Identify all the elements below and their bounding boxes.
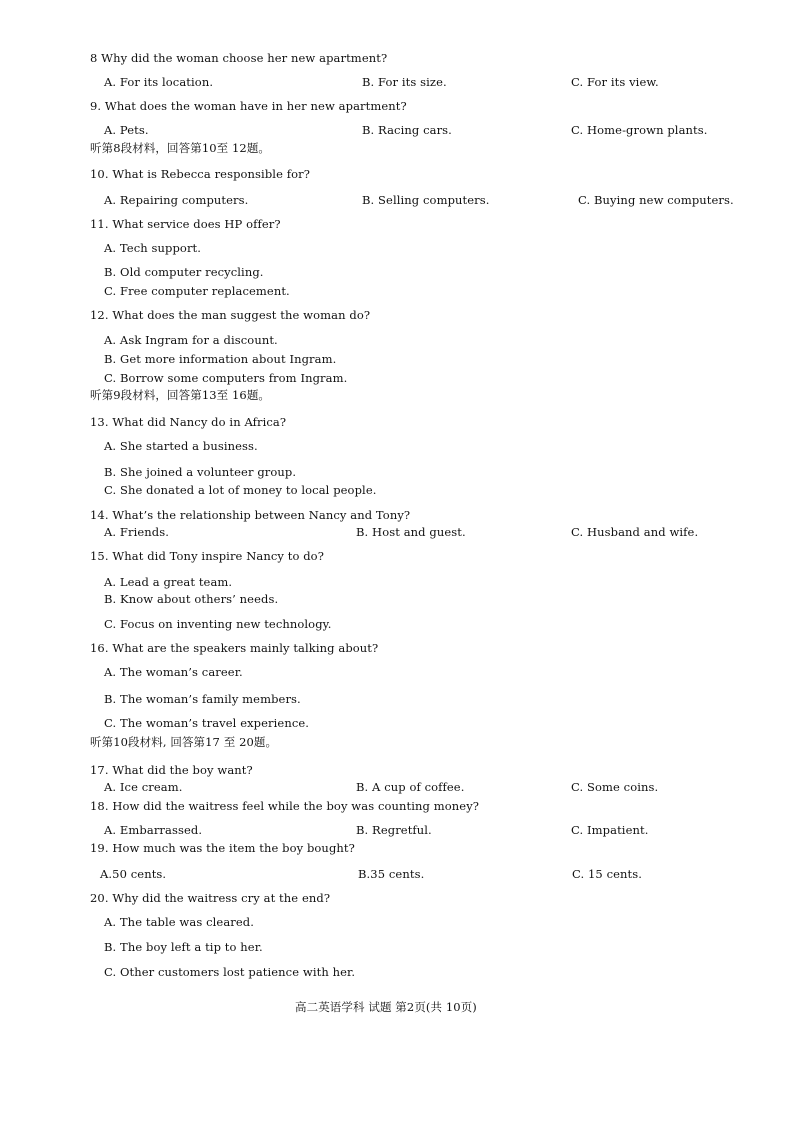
question-17-option-c: C. Some coins. [571, 780, 659, 794]
question-17-option-a: A. Ice cream. [104, 780, 183, 794]
question-15-option-b: B. Know about others’ needs. [104, 592, 279, 606]
question-13-stem: 13. What did Nancy do in Africa? [90, 415, 287, 429]
question-16-option-a: A. The woman’s career. [104, 665, 243, 679]
question-14-option-c: C. Husband and wife. [571, 525, 699, 539]
question-11-option-b: B. Old computer recycling. [104, 265, 264, 279]
question-13-option-b: B. She joined a volunteer group. [104, 465, 297, 479]
question-17-stem: 17. What did the boy want? [90, 763, 253, 777]
section-8-instruction: 听第8段材料，回答第10至 12题。 [90, 141, 271, 155]
question-12-option-b: B. Get more information about Ingram. [104, 352, 337, 366]
question-15-option-a: A. Lead a great team. [104, 575, 233, 589]
question-14-stem: 14. What’s the relationship between Nancy and Tony? [90, 508, 411, 522]
section-10-instruction: 听第10段材料, 回答第17 至 20题。 [90, 735, 278, 749]
question-10-option-c: C. Buying new computers. [578, 193, 734, 207]
question-10-option-b: B. Selling computers. [362, 193, 490, 207]
question-9-stem: 9. What does the woman have in her new apartment? [90, 99, 407, 113]
question-11-option-c: C. Free computer replacement. [104, 284, 290, 298]
question-9-option-a: A. Pets. [104, 123, 149, 137]
question-19-option-b: B.35 cents. [358, 867, 425, 881]
question-10-stem: 10. What is Rebecca responsible for? [90, 167, 310, 181]
question-20-option-a: A. The table was cleared. [104, 915, 254, 929]
question-8-option-a: A. For its location. [104, 75, 214, 89]
question-14-option-b: B. Host and guest. [356, 525, 466, 539]
question-18-option-b: B. Regretful. [356, 823, 432, 837]
section-9-instruction: 听第9段材料，回答第13至 16题。 [90, 388, 271, 402]
question-16-stem: 16. What are the speakers mainly talking about? [90, 641, 379, 655]
question-15-option-c: C. Focus on inventing new technology. [104, 617, 332, 631]
question-9-option-b: B. Racing cars. [362, 123, 452, 137]
question-10-option-a: A. Repairing computers. [104, 193, 249, 207]
question-8-option-b: B. For its size. [362, 75, 447, 89]
question-18-option-a: A. Embarrassed. [104, 823, 203, 837]
question-20-option-b: B. The boy left a tip to her. [104, 940, 263, 954]
question-18-stem: 18. How did the waitress feel while the boy was counting money? [90, 799, 480, 813]
question-14-option-a: A. Friends. [104, 525, 170, 539]
question-18-option-c: C. Impatient. [571, 823, 649, 837]
question-12-option-a: A. Ask Ingram for a discount. [104, 333, 278, 347]
question-8-option-c: C. For its view. [571, 75, 659, 89]
question-15-stem: 15. What did Tony inspire Nancy to do? [90, 549, 324, 563]
page-footer: 高二英语学科 试题 第2页(共 10页) [295, 1000, 477, 1014]
question-17-option-b: B. A cup of coffee. [356, 780, 465, 794]
question-19-stem: 19. How much was the item the boy bought? [90, 841, 355, 855]
question-16-option-b: B. The woman’s family members. [104, 692, 301, 706]
question-12-stem: 12. What does the man suggest the woman do? [90, 308, 371, 322]
question-13-option-a: A. She started a business. [104, 439, 258, 453]
question-19-option-c: C. 15 cents. [572, 867, 643, 881]
question-11-stem: 11. What service does HP offer? [90, 217, 281, 231]
question-8-stem: 8 Why did the woman choose her new apartment? [90, 51, 388, 65]
question-11-option-a: A. Tech support. [104, 241, 202, 255]
question-12-option-c: C. Borrow some computers from Ingram. [104, 371, 348, 385]
question-19-option-a: A.50 cents. [100, 867, 167, 881]
question-9-option-c: C. Home-grown plants. [571, 123, 708, 137]
question-20-stem: 20. Why did the waitress cry at the end? [90, 891, 331, 905]
question-16-option-c: C. The woman’s travel experience. [104, 716, 310, 730]
question-20-option-c: C. Other customers lost patience with her. [104, 965, 356, 979]
question-13-option-c: C. She donated a lot of money to local people. [104, 483, 377, 497]
